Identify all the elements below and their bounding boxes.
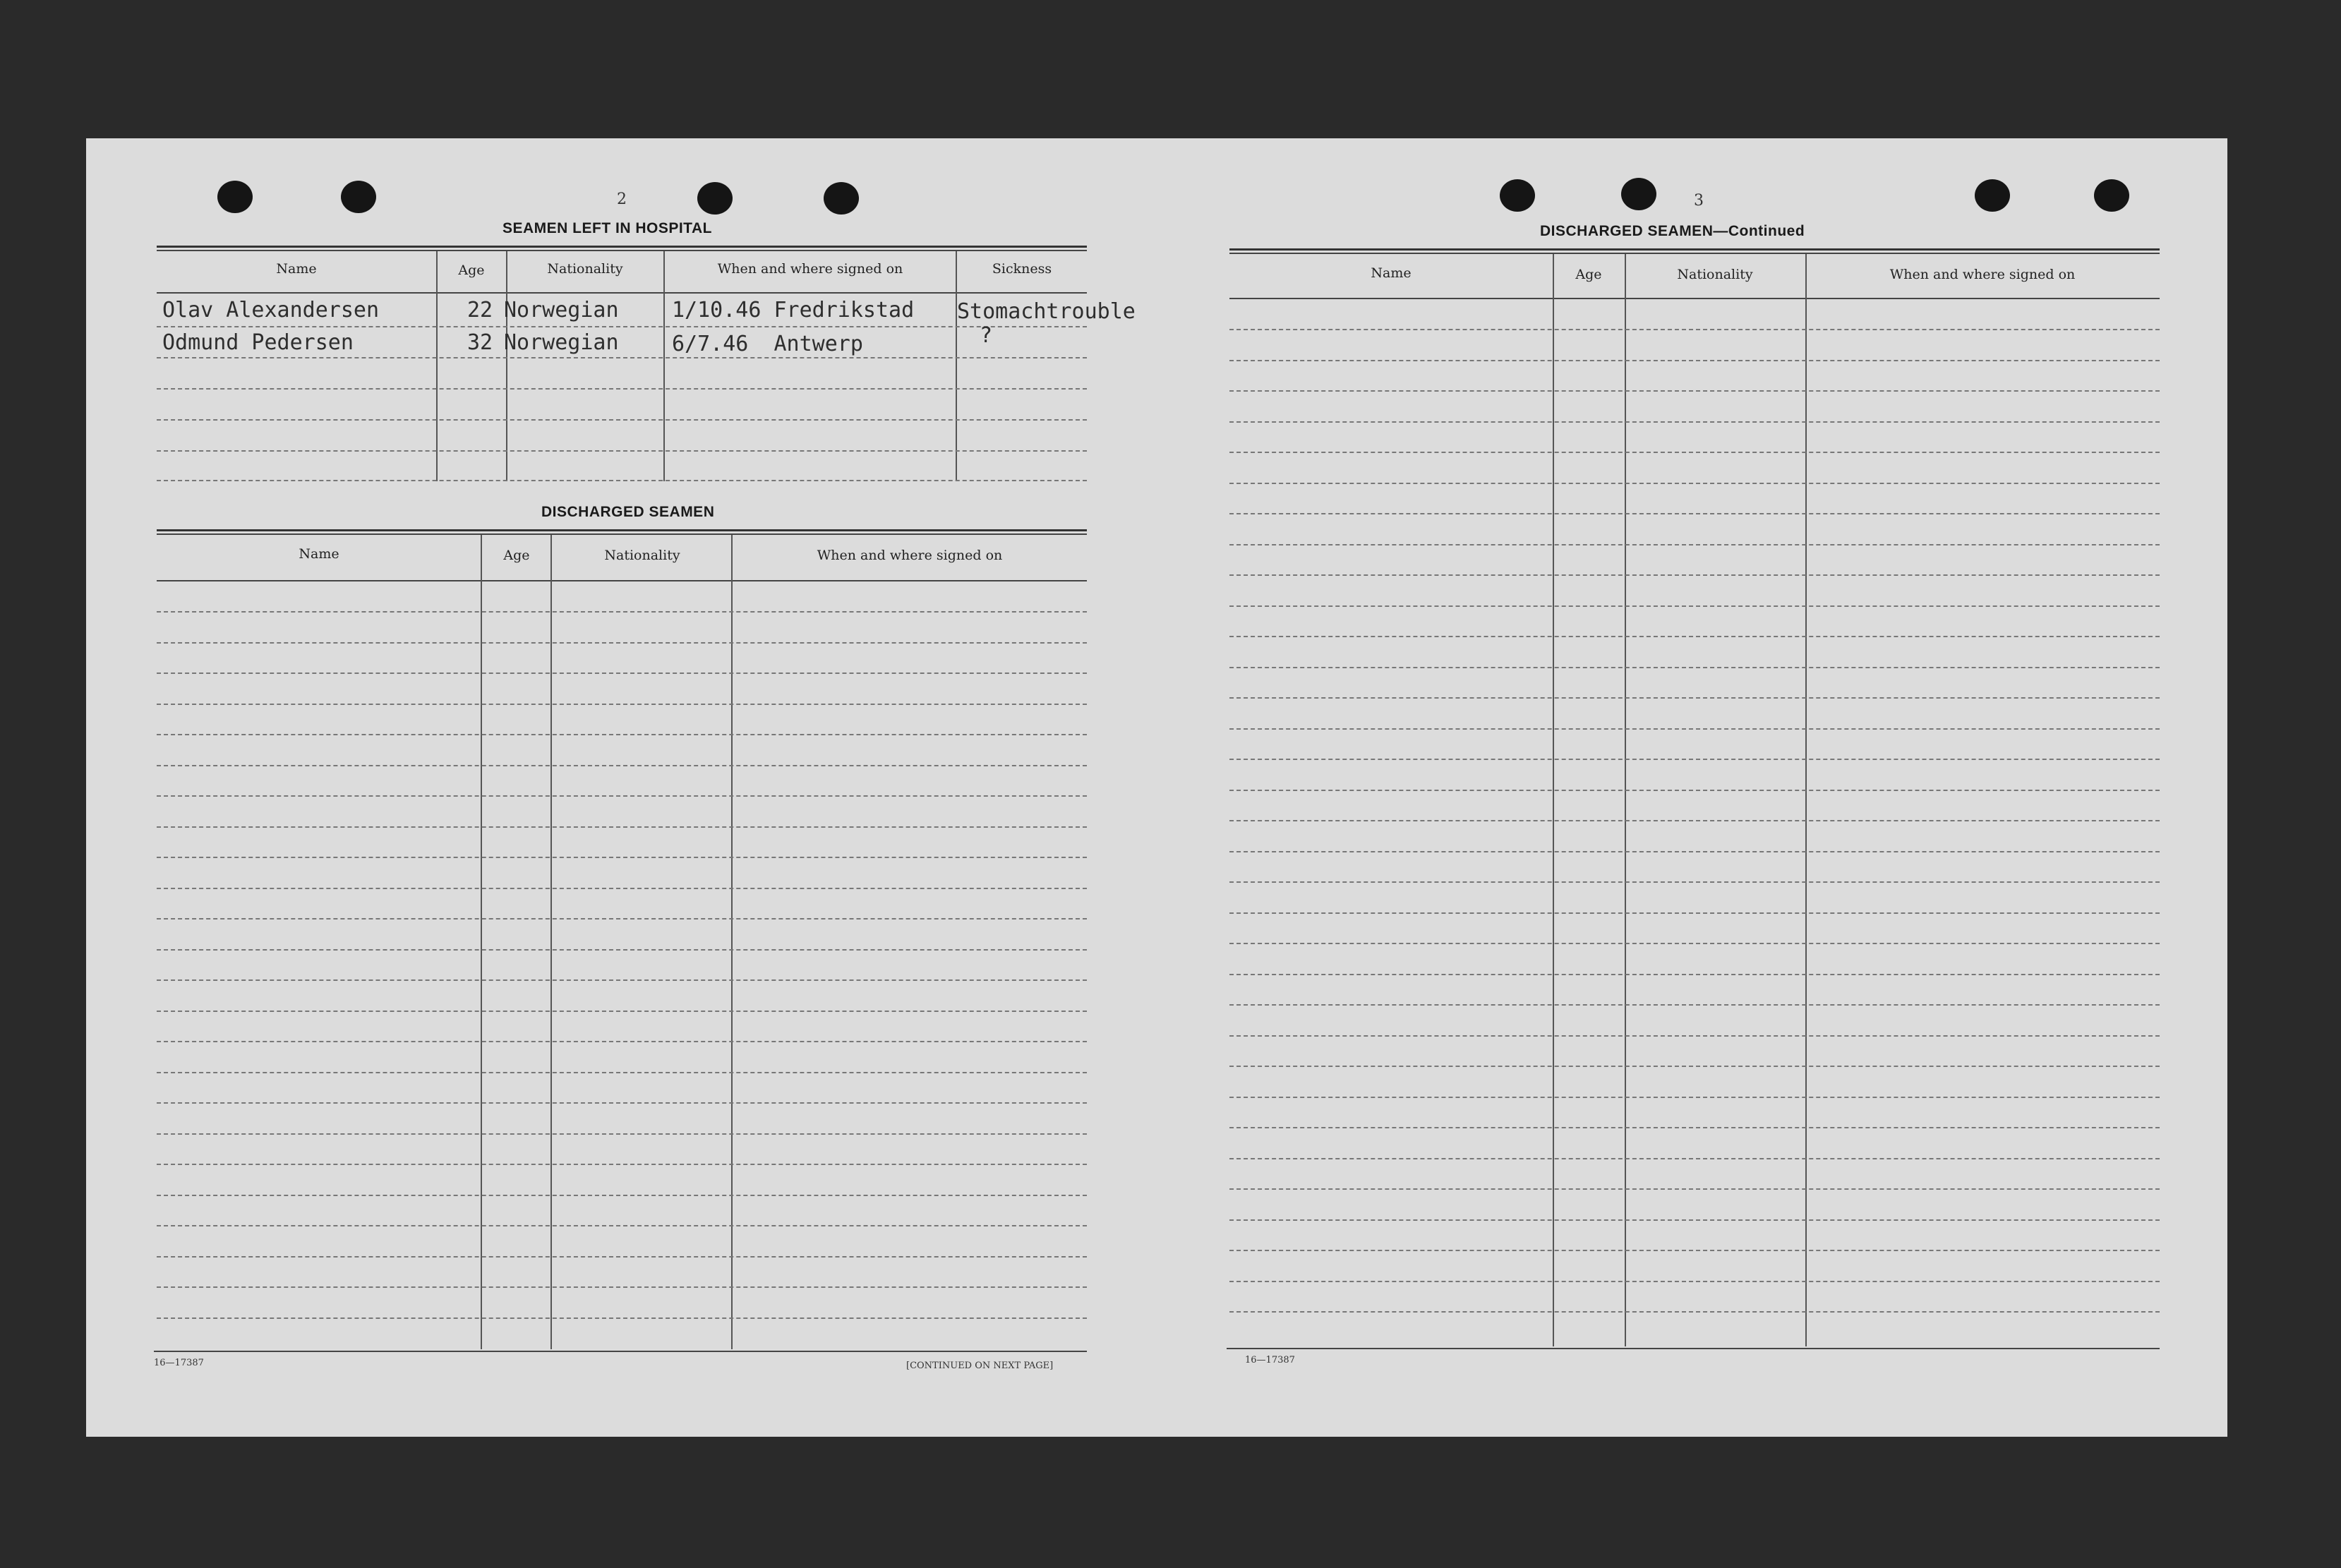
seaman-signed-on: 6/7.46 Antwerp	[672, 332, 863, 356]
punch-hole	[1500, 179, 1535, 212]
column-header-nationality: Nationality	[1677, 267, 1753, 282]
punch-hole	[697, 182, 733, 215]
continued-note: [CONTINUED ON NEXT PAGE]	[906, 1361, 1054, 1371]
row-line	[1229, 1158, 2160, 1159]
hospital-section-title: SEAMEN LEFT IN HOSPITAL	[502, 220, 712, 236]
seaman-nationality: Norwegian	[504, 330, 619, 355]
row-line	[157, 704, 1087, 705]
column-divider	[956, 251, 957, 481]
row-line	[1229, 483, 2160, 484]
row-line	[1229, 851, 2160, 852]
row-line	[157, 388, 1087, 390]
row-line	[1229, 1219, 2160, 1221]
row-line	[157, 979, 1087, 981]
punch-hole	[2094, 179, 2129, 212]
row-line	[1229, 881, 2160, 883]
row-line	[1229, 360, 2160, 361]
column-header-signed-on: When and where signed on	[717, 261, 903, 277]
row-line	[1229, 912, 2160, 914]
row-line	[1229, 513, 2160, 514]
column-header-nationality: Nationality	[604, 548, 680, 563]
seaman-name: Olav Alexandersen	[162, 298, 380, 322]
seaman-age: 32	[467, 330, 493, 355]
row-line	[1229, 636, 2160, 637]
row-line	[1229, 1188, 2160, 1190]
row-line	[157, 642, 1087, 644]
row-line	[157, 419, 1087, 421]
row-line	[1229, 1035, 2160, 1037]
seaman-sickness: Stomachtrouble	[957, 299, 1136, 324]
row-line	[157, 1041, 1087, 1042]
discharged-section-title: DISCHARGED SEAMEN	[541, 504, 715, 520]
row-line	[1229, 1311, 2160, 1313]
punch-hole	[1621, 178, 1656, 210]
seaman-signed-on: 1/10.46 Fredrikstad	[672, 298, 915, 322]
table-bottom-rule	[154, 1351, 1087, 1352]
row-line	[1229, 574, 2160, 576]
row-line	[157, 326, 1087, 327]
row-line	[1229, 452, 2160, 453]
column-divider	[481, 535, 482, 1349]
punch-hole	[824, 182, 859, 215]
row-line	[157, 888, 1087, 889]
row-line	[157, 1072, 1087, 1073]
row-line	[1229, 1281, 2160, 1282]
row-line	[1229, 1004, 2160, 1006]
table-rule	[1229, 248, 2160, 251]
row-line	[1229, 390, 2160, 392]
column-divider	[1805, 254, 1807, 1346]
row-line	[1229, 667, 2160, 668]
row-line	[1229, 1127, 2160, 1128]
column-header-nationality: Nationality	[547, 261, 623, 277]
punch-hole	[341, 181, 376, 213]
row-line	[1229, 1250, 2160, 1251]
punch-hole	[217, 181, 253, 213]
row-line	[157, 480, 1087, 481]
column-header-age: Age	[458, 263, 485, 278]
table-rule	[157, 246, 1087, 248]
row-line	[157, 857, 1087, 858]
row-line	[157, 795, 1087, 797]
seaman-nationality: Norwegian	[504, 298, 619, 322]
row-line	[1229, 759, 2160, 760]
column-divider	[436, 251, 438, 481]
page-number: 3	[1694, 192, 1704, 210]
column-divider	[1625, 254, 1626, 1346]
column-divider	[1553, 254, 1554, 1346]
row-line	[1229, 605, 2160, 607]
row-line	[157, 949, 1087, 951]
punch-hole	[1975, 179, 2010, 212]
row-line	[1229, 544, 2160, 545]
table-rule	[1229, 253, 2160, 254]
table-bottom-rule	[1227, 1348, 2160, 1349]
column-divider	[731, 535, 733, 1349]
column-divider	[663, 251, 665, 481]
row-line	[157, 673, 1087, 674]
row-line	[1229, 1097, 2160, 1098]
form-number: 16—17387	[1245, 1355, 1295, 1365]
table-rule	[157, 250, 1087, 251]
row-line	[1229, 697, 2160, 699]
row-line	[1229, 728, 2160, 730]
column-header-sickness: Sickness	[992, 261, 1052, 277]
row-line	[157, 357, 1087, 358]
seaman-age: 22	[467, 298, 493, 322]
row-line	[157, 1225, 1087, 1226]
row-line	[157, 918, 1087, 919]
discharged-continued-title: DISCHARGED SEAMEN—Continued	[1540, 223, 1805, 239]
column-header-signed-on: When and where signed on	[1889, 267, 2076, 282]
row-line	[157, 1102, 1087, 1104]
row-line	[1229, 329, 2160, 330]
column-header-age: Age	[503, 548, 530, 563]
page-number: 2	[617, 191, 627, 208]
form-number: 16—17387	[154, 1358, 204, 1368]
column-divider	[506, 251, 507, 481]
header-underline	[1229, 298, 2160, 299]
row-line	[1229, 421, 2160, 423]
row-line	[157, 826, 1087, 828]
row-line	[157, 1195, 1087, 1196]
header-underline	[157, 292, 1087, 294]
column-header-signed-on: When and where signed on	[817, 548, 1003, 563]
table-rule	[157, 529, 1087, 531]
row-line	[157, 1133, 1087, 1135]
row-line	[1229, 974, 2160, 975]
row-line	[157, 611, 1087, 613]
column-header-name: Name	[1371, 265, 1412, 281]
column-header-name: Name	[299, 546, 339, 562]
row-line	[157, 1317, 1087, 1319]
row-line	[1229, 790, 2160, 791]
row-line	[157, 765, 1087, 766]
row-line	[157, 1011, 1087, 1012]
row-line	[1229, 943, 2160, 944]
form-sheet	[86, 138, 2227, 1437]
row-line	[1229, 820, 2160, 821]
row-line	[157, 450, 1087, 452]
column-header-age: Age	[1575, 267, 1602, 282]
row-line	[1229, 1066, 2160, 1067]
row-line	[157, 1256, 1087, 1258]
column-divider	[550, 535, 552, 1349]
header-underline	[157, 580, 1087, 581]
row-line	[157, 1286, 1087, 1288]
row-line	[157, 1164, 1087, 1165]
row-line	[157, 734, 1087, 735]
seaman-name: Odmund Pedersen	[162, 330, 354, 355]
table-rule	[157, 533, 1087, 535]
column-header-name: Name	[276, 261, 317, 277]
seaman-sickness: ?	[980, 323, 993, 348]
